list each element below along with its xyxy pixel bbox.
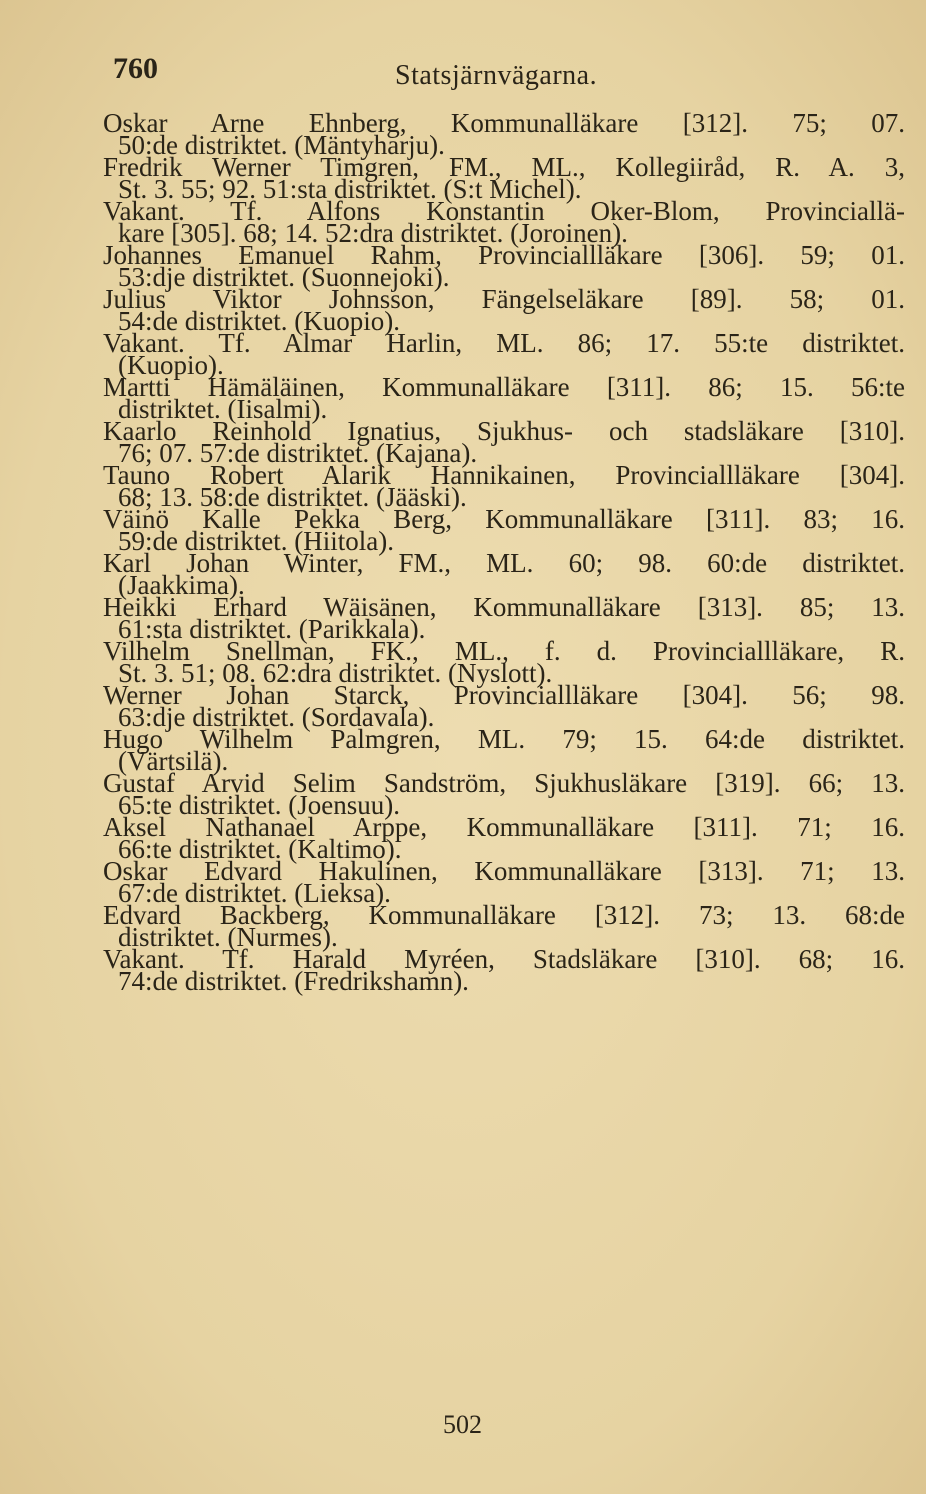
list-item (103, 944, 905, 996)
page-number: 760 (113, 52, 158, 85)
entry-line-1: Oskar Edvard Hakulinen, Kommunalläkare [313]. 71; 13. (103, 856, 905, 886)
entry-line-1: Aksel Nathanael Arppe, Kommunalläkare [311]. 71; 16. (103, 812, 905, 842)
entry-line-2: 63:dje distriktet. (Sordavala). (118, 702, 435, 732)
list-item (103, 284, 905, 336)
entry-line-2: distriktet. (Nurmes). (118, 922, 338, 952)
list-item (103, 196, 905, 248)
entry-line-1: Vakant. Tf. Almar Harlin, ML. 86; 17. 55:te distriktet. (103, 328, 905, 358)
entry-line-2: (Jaakkima). (118, 570, 245, 600)
entry-line-1: Werner Johan Starck, Provinciallläkare [304]. 56; 98. (103, 680, 905, 710)
entry-line-1: Vakant. Tf. Alfons Konstantin Oker-Blom, Provinciallä- (103, 196, 905, 226)
entry-line-2: (Kuopio). (118, 350, 224, 380)
entry-line-1: Gustaf Arvid Selim Sandström, Sjukhusläkare [319]. 66; 13. (103, 768, 905, 798)
entry-line-2: 74:de distriktet. (Fredrikshamn). (118, 966, 469, 996)
running-title: Statsjärnvägarna. (395, 60, 598, 91)
entry-list (103, 108, 905, 996)
list-item (103, 108, 905, 160)
entry-line-1: Fredrik Werner Timgren, FM., ML., Kollegiiråd, R. A. 3, (103, 152, 905, 182)
entry-line-2: St. 3. 55; 92. 51:sta distriktet. (S:t Michel). (118, 174, 582, 204)
list-item (103, 240, 905, 292)
entry-line-2: kare [305]. 68; 14. 52:dra distriktet. (Joroinen). (118, 218, 628, 248)
entry-line-2: 67:de distriktet. (Lieksa). (118, 878, 391, 908)
entry-line-2: 61:sta distriktet. (Parikkala). (118, 614, 426, 644)
list-item (103, 812, 905, 864)
list-item (103, 372, 905, 424)
entry-line-1: Tauno Robert Alarik Hannikainen, Provinciallläkare [304]. (103, 460, 905, 490)
entry-line-1: Martti Hämäläinen, Kommunalläkare [311]. 86; 15. 56:te (103, 372, 905, 402)
entry-line-1: Hugo Wilhelm Palmgren, ML. 79; 15. 64:de distriktet. (103, 724, 905, 754)
list-item (103, 548, 905, 600)
entry-line-2: 65:te distriktet. (Joensuu). (118, 790, 400, 820)
list-item (103, 856, 905, 908)
entry-line-1: Väinö Kalle Pekka Berg, Kommunalläkare [311]. 83; 16. (103, 504, 905, 534)
entry-line-1: Karl Johan Winter, FM., ML. 60; 98. 60:de distriktet. (103, 548, 905, 578)
entry-line-1: Edvard Backberg, Kommunalläkare [312]. 73; 13. 68:de (103, 900, 905, 930)
entry-line-2: 50:de distriktet. (Mäntyharju). (118, 130, 445, 160)
entry-line-2: 76; 07. 57:de distriktet. (Kajana). (118, 438, 478, 468)
entry-line-1: Johannes Emanuel Rahm, Provinciallläkare [306]. 59; 01. (103, 240, 905, 270)
list-item (103, 460, 905, 512)
entry-line-1: Oskar Arne Ehnberg, Kommunalläkare [312]. 75; 07. (103, 108, 905, 138)
entry-line-2: (Värtsilä). (118, 746, 229, 776)
entry-line-1: Julius Viktor Johnsson, Fängelseläkare [89]. 58; 01. (103, 284, 905, 314)
list-item (103, 592, 905, 644)
list-item (103, 636, 905, 688)
list-item (103, 328, 905, 380)
list-item (103, 768, 905, 820)
entry-line-1: Vakant. Tf. Harald Myréen, Stadsläkare [310]. 68; 16. (103, 944, 905, 974)
entry-line-1: Vilhelm Snellman, FK., ML., f. d. Provinciallläkare, R. (103, 636, 905, 666)
entry-line-2: 59:de distriktet. (Hiitola). (118, 526, 394, 556)
entry-line-2: 66:te distriktet. (Kaltimo). (118, 834, 402, 864)
entry-line-2: 53:dje distriktet. (Suonnejoki). (118, 262, 450, 292)
signature-mark: 502 (443, 1410, 482, 1439)
list-item (103, 152, 905, 204)
list-item (103, 900, 905, 952)
list-item (103, 680, 905, 732)
entry-line-2: 68; 13. 58:de distriktet. (Jääski). (118, 482, 467, 512)
entry-line-1: Kaarlo Reinhold Ignatius, Sjukhus- och stadsläkare [310]. (103, 416, 905, 446)
list-item (103, 724, 905, 776)
entry-line-2: St. 3. 51; 08. 62:dra distriktet. (Nyslott). (118, 658, 553, 688)
list-item (103, 504, 905, 556)
entry-line-2: distriktet. (Iisalmi). (118, 394, 328, 424)
entry-line-1: Heikki Erhard Wäisänen, Kommunalläkare [313]. 85; 13. (103, 592, 905, 622)
entry-line-2: 54:de distriktet. (Kuopio). (118, 306, 400, 336)
list-item (103, 416, 905, 468)
